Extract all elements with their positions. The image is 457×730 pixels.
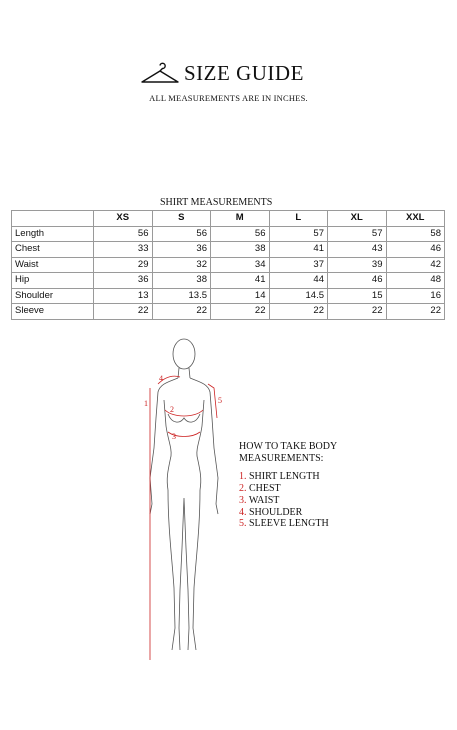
howto-item [239, 483, 337, 495]
howto-item [239, 495, 337, 507]
table-cell: 14.5 [269, 288, 328, 304]
table-row [12, 242, 445, 258]
page-title: SIZE GUIDE [184, 60, 304, 85]
table-row [12, 257, 445, 273]
howto-item-number: 2. [239, 483, 247, 495]
howto-item [239, 518, 337, 530]
howto-item-number: 4. [239, 506, 247, 518]
figure-legs [168, 490, 200, 650]
table-cell: 22 [94, 304, 153, 320]
column-header: XL [328, 211, 387, 227]
howto-list [239, 471, 337, 530]
table-cell: 41 [269, 242, 328, 258]
shirt-measurements-table [11, 210, 445, 320]
figure-neck [178, 368, 190, 378]
table-cell: 32 [152, 257, 211, 273]
table-cell: 15 [328, 288, 387, 304]
figure-label-4: 4 [159, 374, 163, 383]
figure-bust [168, 414, 200, 422]
table-cell: 58 [386, 226, 445, 242]
table-cell: 37 [269, 257, 328, 273]
table-cell: 56 [94, 226, 153, 242]
table-cell: 13.5 [152, 288, 211, 304]
table-row [12, 273, 445, 289]
table-cell: 36 [94, 273, 153, 289]
table-cell: 38 [211, 242, 270, 258]
row-label: Sleeve [12, 304, 94, 320]
table-cell: 29 [94, 257, 153, 273]
table-cell: 46 [386, 242, 445, 258]
row-label: Chest [12, 242, 94, 258]
measure-line-sleeve [208, 384, 217, 418]
table-cell: 48 [386, 273, 445, 289]
column-header: M [211, 211, 270, 227]
figure-head [173, 339, 195, 369]
title-row [140, 58, 304, 88]
how-to-measure-section [239, 441, 337, 530]
table-row [12, 226, 445, 242]
row-label: Waist [12, 257, 94, 273]
hanger-icon [140, 62, 180, 84]
table-cell: 44 [269, 273, 328, 289]
table-cell: 14 [211, 288, 270, 304]
howto-item [239, 507, 337, 519]
table-corner [12, 211, 94, 227]
table-cell: 42 [386, 257, 445, 273]
row-label: Hip [12, 273, 94, 289]
figure-label-1: 1 [144, 399, 148, 408]
table-header-row [12, 211, 445, 227]
howto-item [239, 471, 337, 483]
body-figure-illustration [138, 328, 238, 668]
page-subtitle: ALL MEASUREMENTS ARE IN INCHES. [149, 93, 308, 103]
table-cell: 22 [328, 304, 387, 320]
column-header: XS [94, 211, 153, 227]
howto-item-text: SHIRT LENGTH [249, 471, 320, 483]
table-cell: 41 [211, 273, 270, 289]
table-cell: 22 [269, 304, 328, 320]
table-caption: SHIRT MEASUREMENTS [160, 197, 273, 208]
table-cell: 39 [328, 257, 387, 273]
table-cell: 13 [94, 288, 153, 304]
column-header: XXL [386, 211, 445, 227]
table-cell: 16 [386, 288, 445, 304]
table-cell: 22 [152, 304, 211, 320]
howto-item-number: 1. [239, 471, 247, 483]
table-cell: 36 [152, 242, 211, 258]
table-cell: 43 [328, 242, 387, 258]
figure-torso [150, 378, 218, 504]
column-header: L [269, 211, 328, 227]
table-cell: 34 [211, 257, 270, 273]
table-cell: 56 [152, 226, 211, 242]
figure-label-5: 5 [218, 396, 222, 405]
table-cell: 33 [94, 242, 153, 258]
howto-item-text: SHOULDER [249, 506, 303, 518]
howto-item-text: SLEEVE LENGTH [249, 518, 329, 530]
table-cell: 38 [152, 273, 211, 289]
howto-item-number: 3. [239, 494, 247, 506]
table-cell: 22 [386, 304, 445, 320]
table-row [12, 304, 445, 320]
howto-item-number: 5. [239, 518, 247, 530]
row-label: Length [12, 226, 94, 242]
table-cell: 56 [211, 226, 270, 242]
figure-label-2: 2 [170, 405, 174, 414]
howto-title-line2: MEASUREMENTS: [239, 452, 324, 464]
figure-label-3: 3 [172, 432, 176, 441]
howto-title-line1: HOW TO TAKE BODY [239, 441, 338, 452]
table-row [12, 288, 445, 304]
howto-item-text: CHEST [249, 483, 281, 495]
table-cell: 22 [211, 304, 270, 320]
howto-item-text: WAIST [248, 494, 280, 506]
table-cell: 57 [328, 226, 387, 242]
table-cell: 57 [269, 226, 328, 242]
column-header: S [152, 211, 211, 227]
table-cell: 46 [328, 273, 387, 289]
row-label: Shoulder [12, 288, 94, 304]
